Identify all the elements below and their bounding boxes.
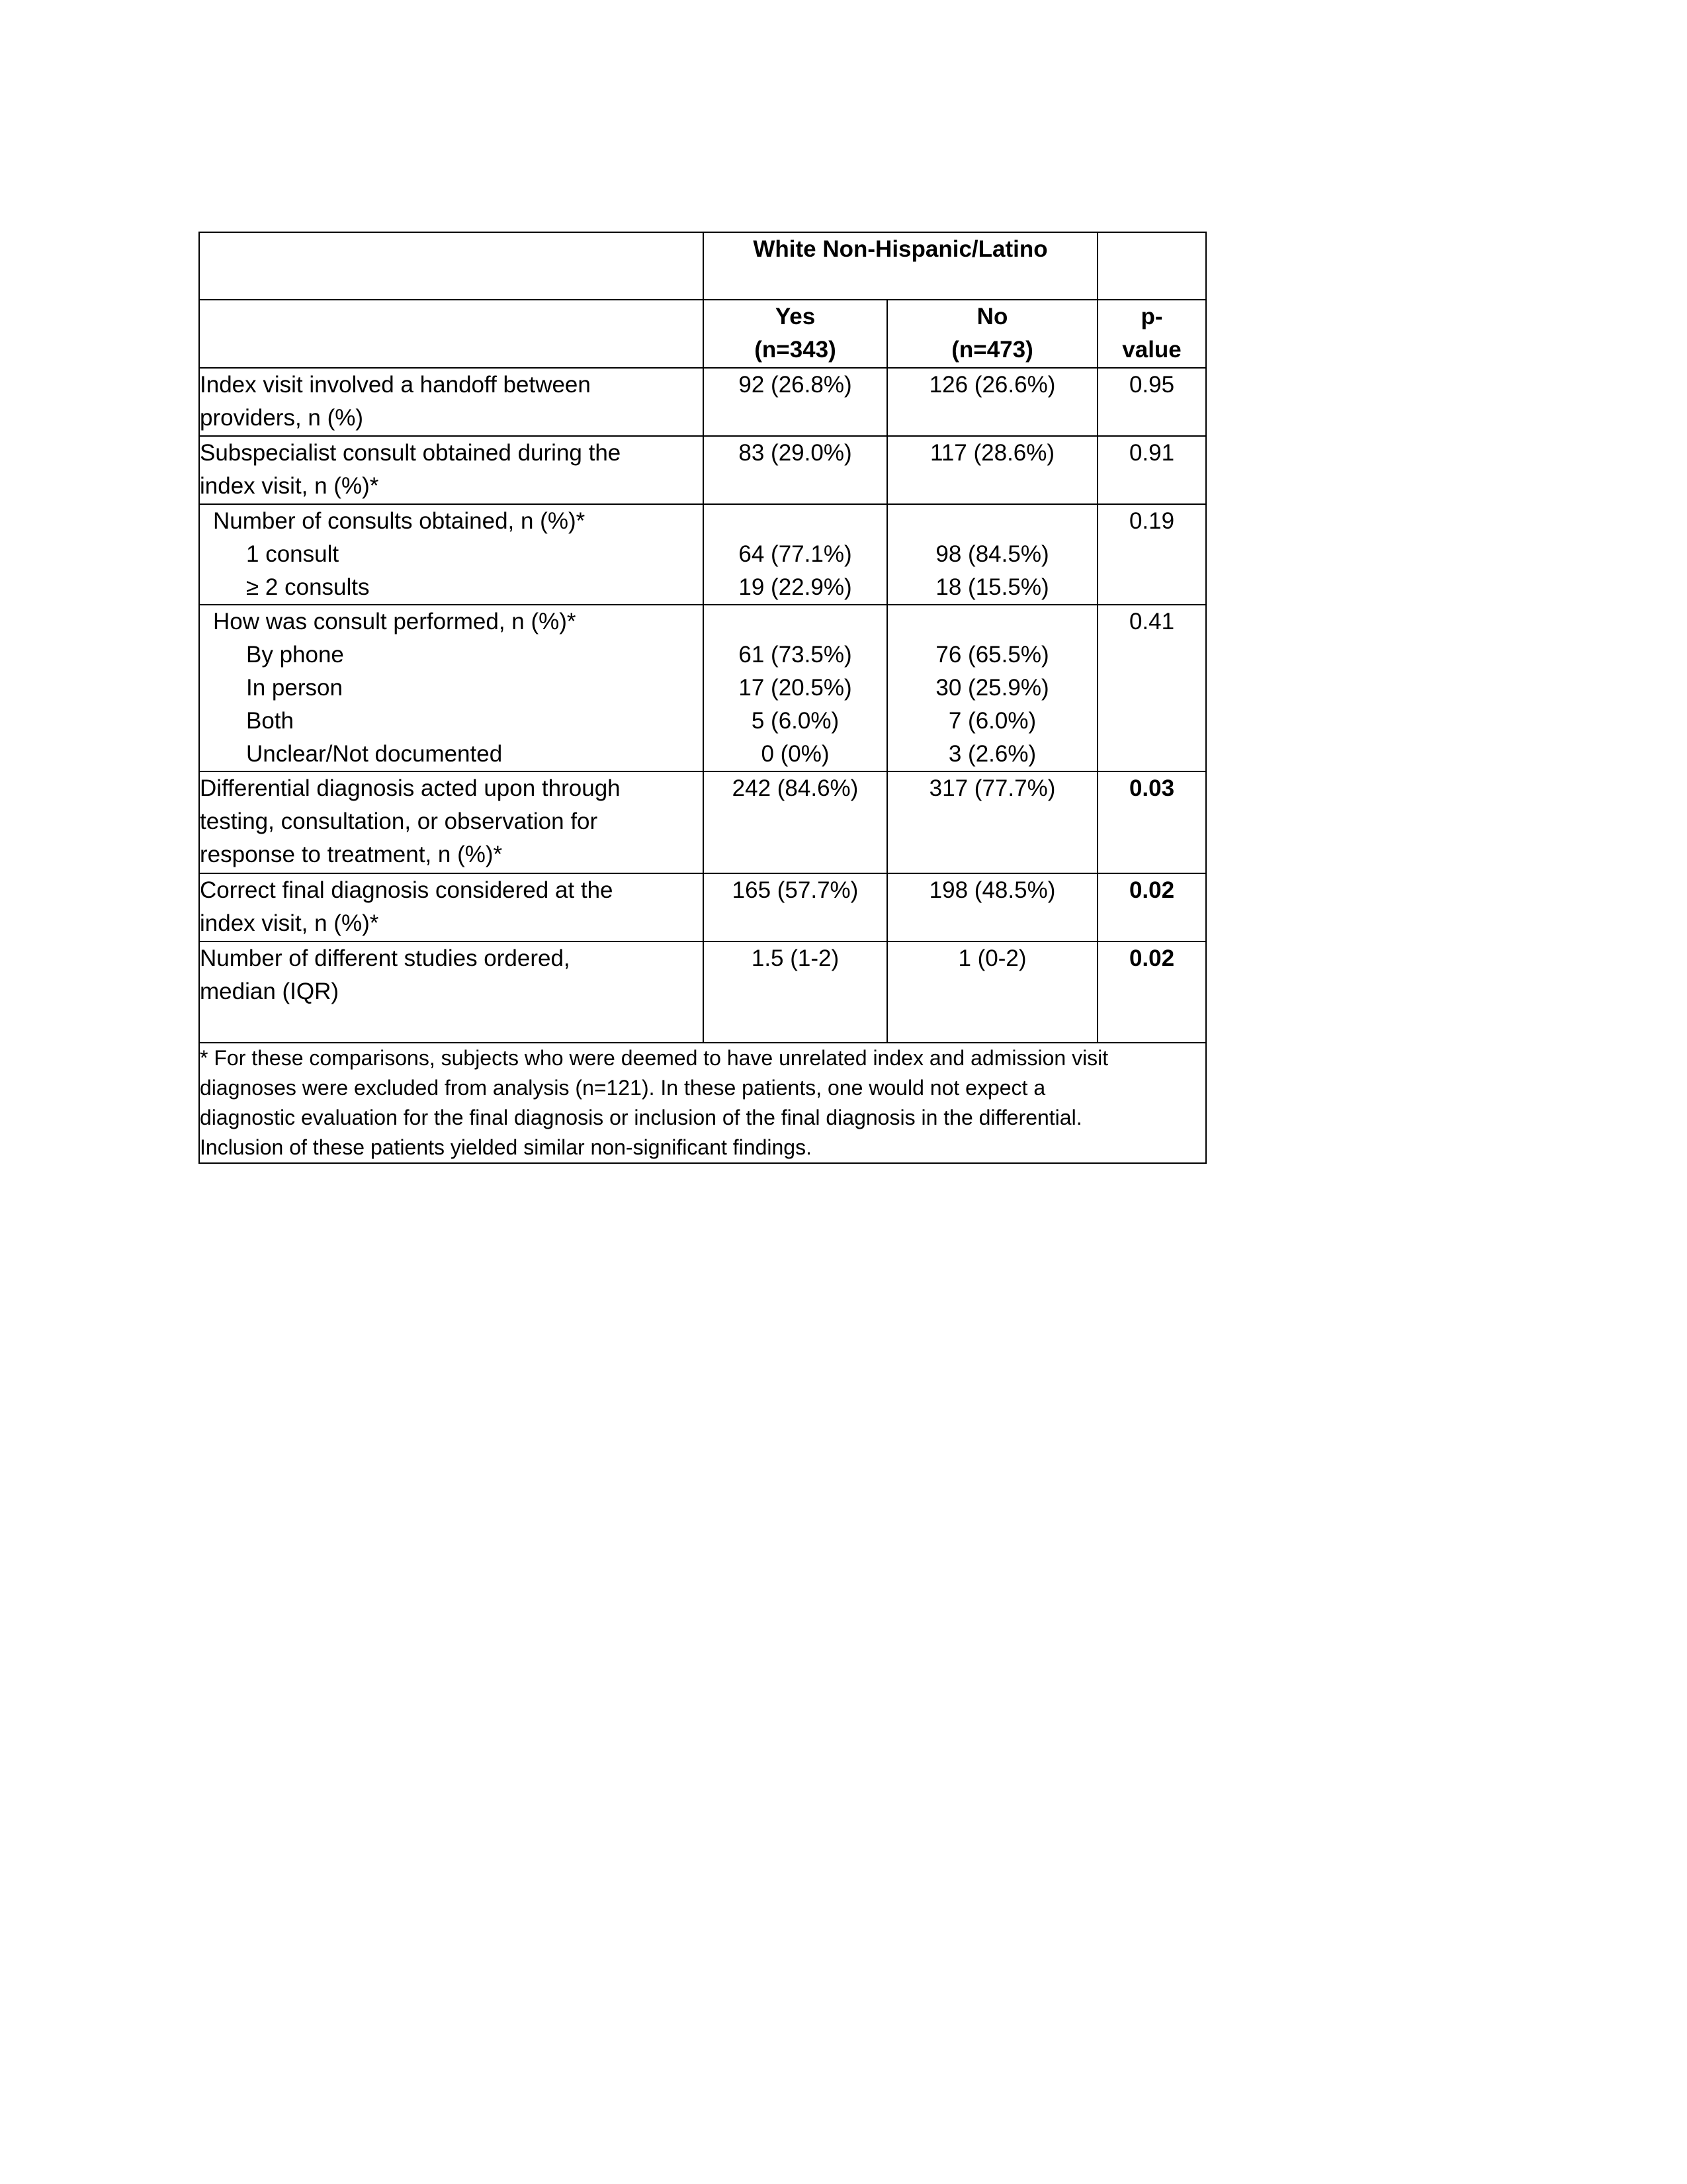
yes-cell: 165 (57.7%)	[703, 873, 887, 941]
column-header-row	[199, 300, 1206, 368]
row-label-line: Index visit involved a handoff between	[200, 372, 591, 398]
table-row	[199, 368, 1206, 436]
row-label-line: Correct final diagnosis considered at the	[200, 877, 613, 903]
sub-row-label: Both	[246, 708, 294, 734]
p-header-line1: p-	[1141, 304, 1163, 329]
yes-cell: 1.5 (1-2)	[703, 941, 887, 1043]
row-label-line: index visit, n (%)*	[200, 910, 379, 936]
footnote	[199, 1043, 1206, 1163]
sub-no-value: 7 (6.0%)	[948, 708, 1037, 734]
p-value-cell: 0.19	[1098, 504, 1206, 605]
sub-yes-value: 5 (6.0%)	[751, 708, 840, 734]
results-table	[198, 232, 1207, 1164]
sub-row-label: Unclear/Not documented	[246, 741, 503, 767]
empty-header-cell	[1098, 232, 1206, 300]
footnote-line: Inclusion of these patients yielded similar non-significant findings.	[200, 1135, 812, 1159]
spacer	[888, 505, 1097, 538]
row-label	[199, 771, 703, 873]
row-label-line: index visit, n (%)*	[200, 473, 379, 499]
sub-yes-value: 61 (73.5%)	[738, 642, 852, 668]
table-row	[199, 605, 1206, 771]
p-value-cell: 0.02	[1098, 873, 1206, 941]
p-value-cell: 0.02	[1098, 941, 1206, 1043]
sub-no-value: 76 (65.5%)	[935, 642, 1049, 668]
yes-cell	[703, 504, 887, 605]
footnote-row	[199, 1043, 1206, 1163]
empty-header-cell	[199, 300, 703, 368]
yes-cell: 242 (84.6%)	[703, 771, 887, 873]
no-n: (n=473)	[951, 337, 1033, 363]
no-cell: 198 (48.5%)	[887, 873, 1098, 941]
row-label	[199, 504, 703, 605]
group-header: White Non-Hispanic/Latino	[703, 232, 1098, 300]
row-label-line: How was consult performed, n (%)*	[213, 609, 576, 634]
row-label-line: Differential diagnosis acted upon through	[200, 775, 621, 801]
table-row	[199, 941, 1206, 1043]
sub-no-value: 18 (15.5%)	[935, 574, 1049, 600]
footnote-line: diagnoses were excluded from analysis (n=121). In these patients, one would not expect a	[200, 1076, 1046, 1100]
row-label-line: Number of different studies ordered,	[200, 945, 570, 971]
row-label-line: testing, consultation, or observation for	[200, 808, 598, 834]
p-header-line2: value	[1122, 337, 1182, 363]
sub-yes-value: 17 (20.5%)	[738, 675, 852, 701]
no-cell	[887, 605, 1098, 771]
sub-row-label: ≥ 2 consults	[246, 574, 370, 600]
sub-no-value: 3 (2.6%)	[948, 741, 1037, 767]
p-value-cell: 0.95	[1098, 368, 1206, 436]
p-value-cell: 0.41	[1098, 605, 1206, 771]
sub-row-label: 1 consult	[246, 541, 339, 567]
table-row	[199, 504, 1206, 605]
row-label	[199, 941, 703, 1043]
footnote-line: * For these comparisons, subjects who were deemed to have unrelated index and admission visit	[200, 1046, 1109, 1070]
no-cell: 317 (77.7%)	[887, 771, 1098, 873]
footnote-line: diagnostic evaluation for the final diagnosis or inclusion of the final diagnosis in the differential.	[200, 1106, 1082, 1129]
row-label-line: median (IQR)	[200, 979, 339, 1004]
row-label-line: providers, n (%)	[200, 405, 364, 431]
p-value-column-header	[1098, 300, 1206, 368]
p-value-cell: 0.91	[1098, 436, 1206, 504]
row-label	[199, 605, 703, 771]
no-cell: 117 (28.6%)	[887, 436, 1098, 504]
no-cell: 1 (0-2)	[887, 941, 1098, 1043]
row-label-line: Subspecialist consult obtained during the	[200, 440, 621, 466]
p-value-cell: 0.03	[1098, 771, 1206, 873]
spacer	[888, 605, 1097, 638]
table-row	[199, 436, 1206, 504]
yes-n: (n=343)	[754, 337, 836, 363]
no-cell	[887, 504, 1098, 605]
sub-no-value: 98 (84.5%)	[935, 541, 1049, 567]
spacer	[704, 605, 887, 638]
no-title: No	[976, 304, 1008, 329]
table-row	[199, 873, 1206, 941]
sub-yes-value: 0 (0%)	[761, 741, 830, 767]
sub-yes-value: 64 (77.1%)	[738, 541, 852, 567]
row-label	[199, 368, 703, 436]
row-label	[199, 873, 703, 941]
row-label	[199, 436, 703, 504]
yes-cell: 83 (29.0%)	[703, 436, 887, 504]
empty-header-cell	[199, 232, 703, 300]
no-column-header	[887, 300, 1098, 368]
sub-row-label: In person	[246, 675, 343, 701]
sub-no-value: 30 (25.9%)	[935, 675, 1049, 701]
no-cell: 126 (26.6%)	[887, 368, 1098, 436]
spacer	[704, 505, 887, 538]
yes-column-header	[703, 300, 887, 368]
table-row	[199, 771, 1206, 873]
group-header-row	[199, 232, 1206, 300]
yes-cell: 92 (26.8%)	[703, 368, 887, 436]
yes-cell	[703, 605, 887, 771]
row-label-line: Number of consults obtained, n (%)*	[213, 508, 585, 534]
sub-row-label: By phone	[246, 642, 344, 668]
yes-title: Yes	[775, 304, 816, 329]
sub-yes-value: 19 (22.9%)	[738, 574, 852, 600]
row-label-line: response to treatment, n (%)*	[200, 842, 503, 867]
